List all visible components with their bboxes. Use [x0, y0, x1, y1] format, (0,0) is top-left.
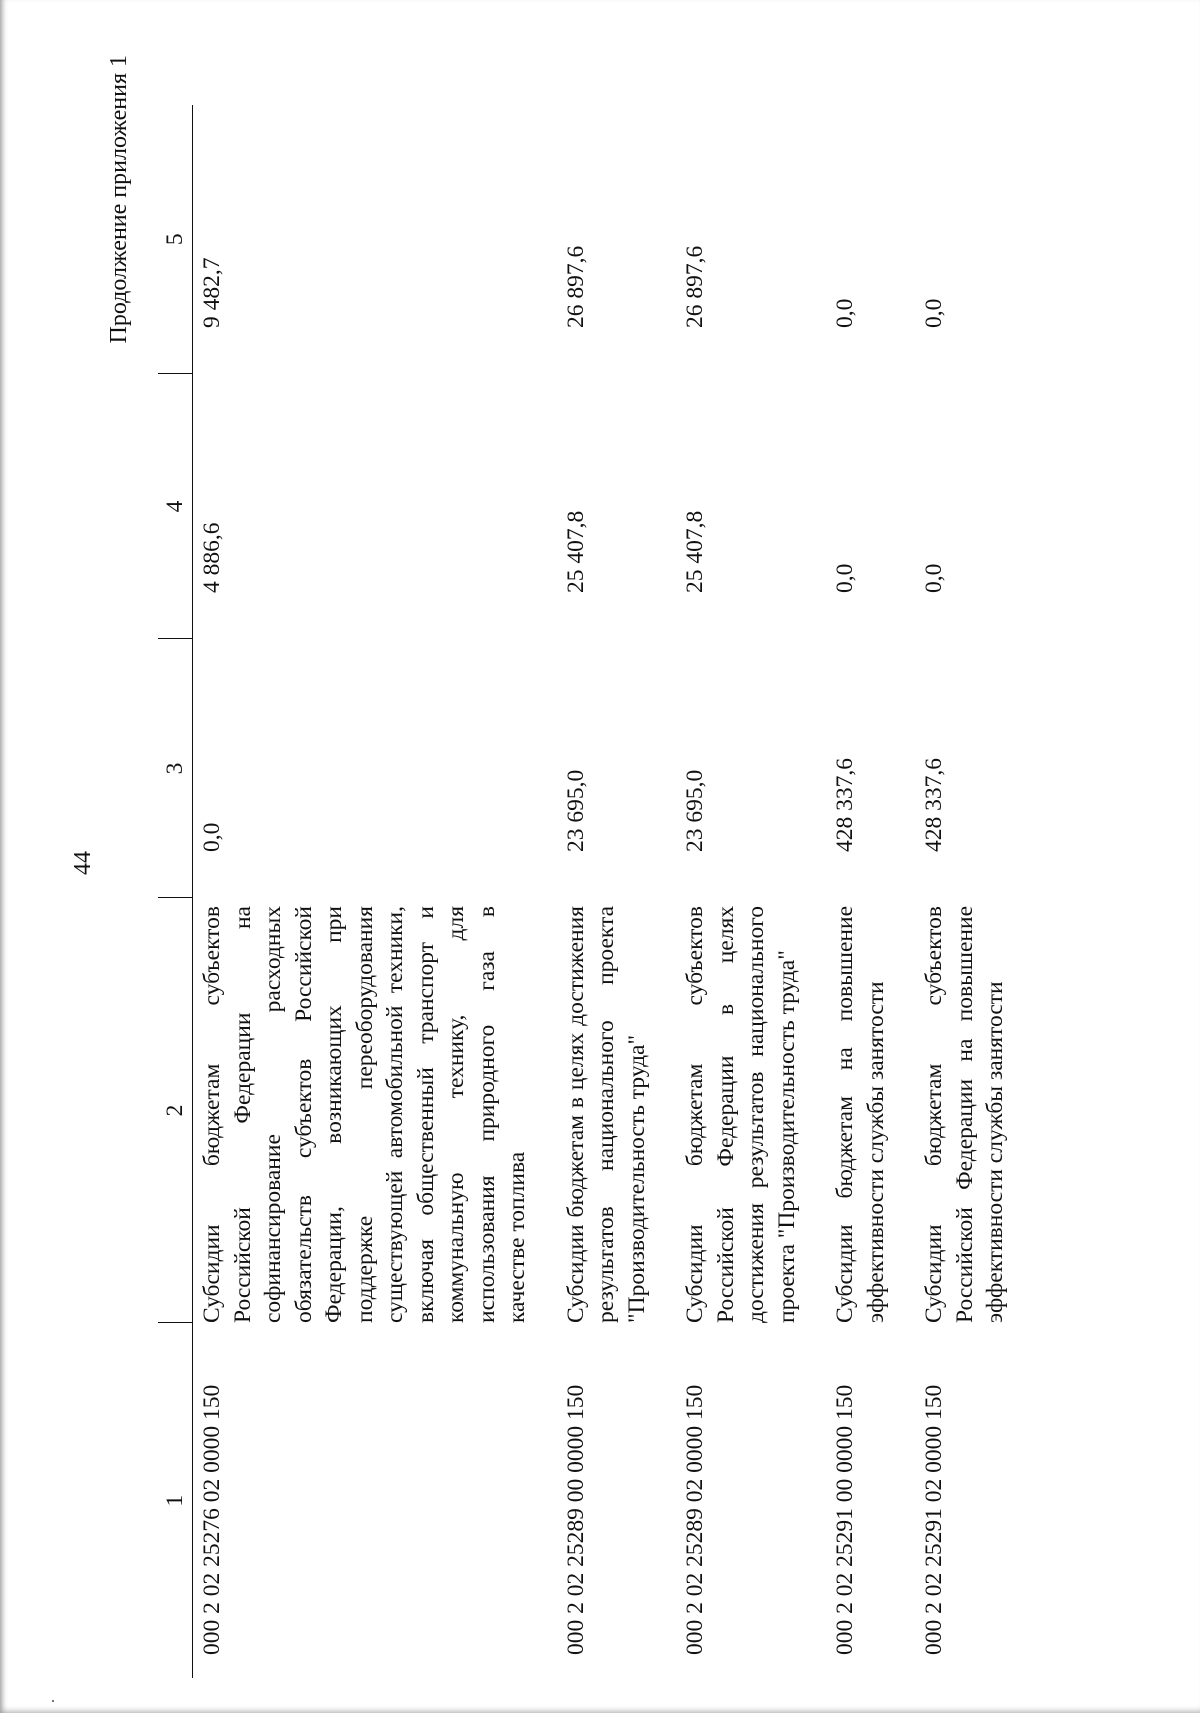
continuation-label: Продолжение приложения 1	[106, 55, 132, 344]
row-description: Субсидии бюджетам субъектов Российской Федерации на софинансирование расходных обязательств субъектов Российской Федерации, возникающих при поддержке переоборудования существующей автомобильной техники, включая общественный транспорт и коммунальную технику, для использования природного газа в качестве топлива	[199, 906, 530, 1323]
header-col-3: 3	[158, 639, 193, 898]
table-row	[826, 105, 915, 1678]
table-row	[915, 105, 1035, 1678]
row-value-col4: 0,0	[921, 563, 947, 593]
header-col-5: 5	[158, 105, 193, 374]
table-row	[193, 105, 557, 1678]
row-code: 000 2 02 25291 02 0000 150	[921, 1384, 947, 1655]
header-col-4: 4	[158, 374, 193, 639]
row-description: Субсидии бюджетам на повышение эффективности службы занятости	[832, 906, 889, 1323]
appendix-table	[158, 105, 1035, 1678]
row-value-col4: 0,0	[832, 563, 858, 593]
row-value-col4: 25 407,8	[562, 510, 589, 593]
row-value-col3: 0,0	[199, 822, 225, 852]
row-value-col3: 428 337,6	[921, 758, 947, 852]
scan-speck	[52, 1700, 54, 1702]
row-description: Субсидии бюджетам в целях достижения результатов национального проекта "Производительность труда"	[562, 906, 650, 1323]
row-value-col5: 0,0	[832, 298, 858, 328]
table-row	[557, 105, 677, 1678]
header-col-1: 1	[158, 1323, 193, 1678]
row-value-col3: 428 337,6	[832, 758, 858, 852]
header-col-2: 2	[158, 898, 193, 1323]
row-value-col5: 26 897,6	[682, 245, 708, 328]
row-code: 000 2 02 25291 00 0000 150	[832, 1384, 858, 1655]
row-value-col4: 4 886,6	[199, 522, 225, 593]
table-header-row	[158, 105, 193, 1678]
row-code: 000 2 02 25276 02 0000 150	[199, 1384, 225, 1655]
row-value-col5: 9 482,7	[199, 257, 225, 328]
table-row	[676, 105, 826, 1678]
row-description: Субсидии бюджетам субъектов Российской Федерации на повышение эффективности службы занятости	[921, 906, 1008, 1323]
row-code: 000 2 02 25289 00 0000 150	[562, 1384, 589, 1655]
row-value-col4: 25 407,8	[682, 510, 708, 593]
row-value-col5: 26 897,6	[562, 245, 589, 328]
row-description: Субсидии бюджетам субъектов Российской Федерации в целях достижения результатов национального проекта "Производительность труда"	[682, 906, 800, 1323]
row-code: 000 2 02 25289 02 0000 150	[682, 1384, 708, 1655]
row-value-col5: 0,0	[921, 298, 947, 328]
page-number: 44	[70, 851, 96, 875]
row-value-col3: 23 695,0	[562, 769, 589, 852]
row-value-col3: 23 695,0	[682, 769, 708, 852]
